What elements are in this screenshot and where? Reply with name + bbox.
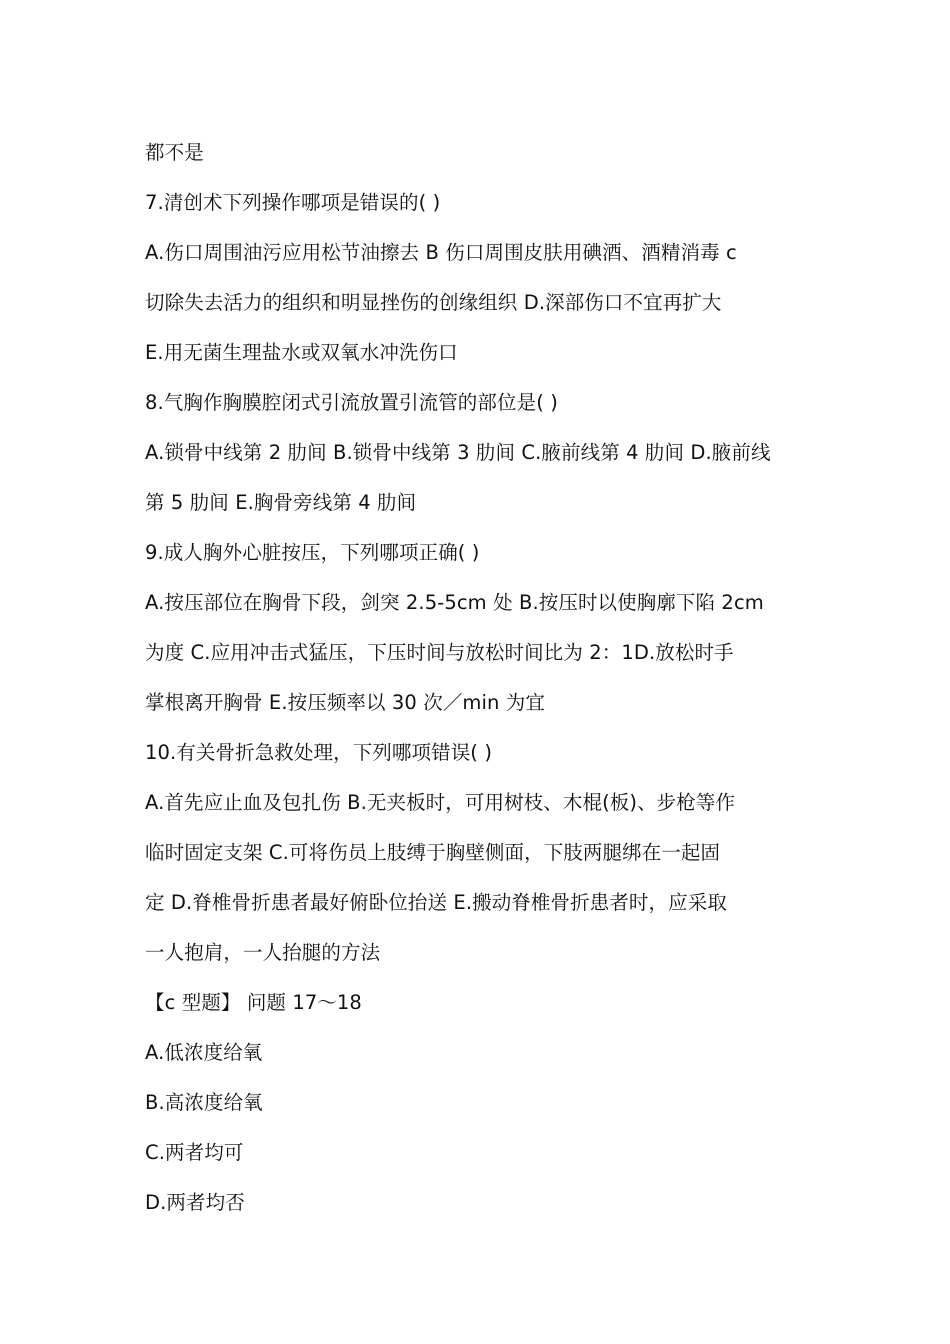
- section-heading-c-type: 【c 型题】 问题 17～18: [145, 991, 362, 1014]
- question-8-options-line-1: A.锁骨中线第 2 肋间 B.锁骨中线第 3 肋间 C.腋前线第 4 肋间 D.腋前线: [145, 441, 771, 464]
- question-7-options-line-3: E.用无菌生理盐水或双氧水冲洗伤口: [145, 341, 458, 364]
- question-9-stem: 9.成人胸外心脏按压，下列哪项正确( ): [145, 541, 480, 564]
- question-8-stem: 8.气胸作胸膜腔闭式引流放置引流管的部位是( ): [145, 391, 558, 414]
- text-line-answer-continuation: 都不是: [145, 141, 204, 164]
- question-10-options-line-3: 定 D.脊椎骨折患者最好俯卧位抬送 E.搬动脊椎骨折患者时，应采取: [145, 891, 727, 914]
- question-9-options-line-2: 为度 C.应用冲击式猛压，下压时间与放松时间比为 2：1D.放松时手: [145, 641, 734, 664]
- option-a: A.低浓度给氧: [145, 1041, 263, 1064]
- question-9-options-line-1: A.按压部位在胸骨下段，剑突 2.5-5cm 处 B.按压时以使胸廓下陷 2cm: [145, 591, 764, 614]
- option-b: B.高浓度给氧: [145, 1091, 263, 1114]
- question-7-stem: 7.清创术下列操作哪项是错误的( ): [145, 191, 441, 214]
- question-10-options-line-2: 临时固定支架 C.可将伤员上肢缚于胸壁侧面，下肢两腿绑在一起固: [145, 841, 721, 864]
- document-body: [145, 128, 810, 1228]
- option-c: C.两者均可: [145, 1141, 244, 1164]
- question-10-stem: 10.有关骨折急救处理，下列哪项错误( ): [145, 741, 493, 764]
- question-10-options-line-1: A.首先应止血及包扎伤 B.无夹板时，可用树枝、木棍(板)、步枪等作: [145, 791, 736, 814]
- question-9-options-line-3: 掌根离开胸骨 E.按压频率以 30 次／min 为宜: [145, 691, 545, 714]
- question-7-options-line-1: A.伤口周围油污应用松节油擦去 B 伤口周围皮肤用碘酒、酒精消毒 c: [145, 241, 737, 264]
- question-10-options-line-4: 一人抱肩，一人抬腿的方法: [145, 941, 381, 964]
- option-d: D.两者均否: [145, 1191, 245, 1214]
- question-8-options-line-2: 第 5 肋间 E.胸骨旁线第 4 肋间: [145, 491, 417, 514]
- question-7-options-line-2: 切除失去活力的组织和明显挫伤的创缘组织 D.深部伤口不宜再扩大: [145, 291, 722, 314]
